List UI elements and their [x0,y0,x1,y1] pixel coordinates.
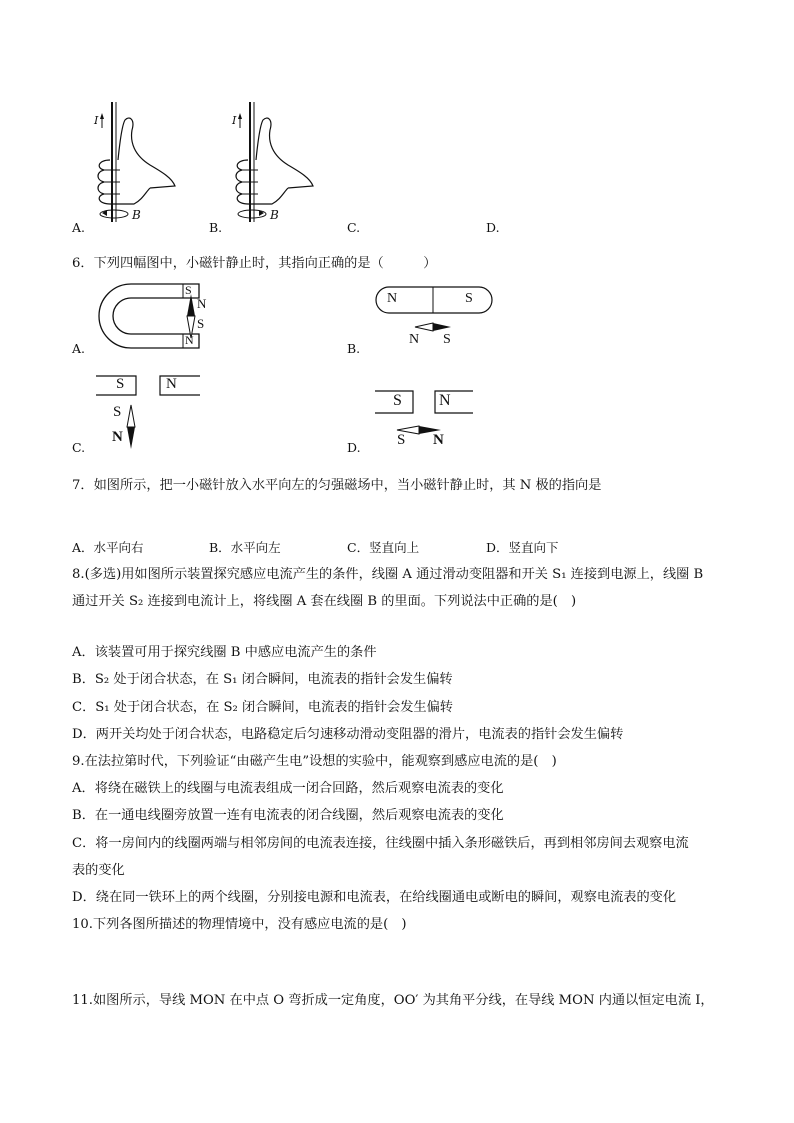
q5-option-b[interactable]: B. [209,220,223,235]
needle-label: S [397,432,406,448]
pole-label: N [185,333,194,347]
right-hand-figure-b [228,100,328,225]
q6-figure-d [375,390,485,456]
q5-figure-b [228,100,328,225]
q5-option-c[interactable]: C. [347,220,361,235]
needle-label: N [409,332,420,347]
q6-figure-c [96,375,206,455]
q7-option-b[interactable]: B．水平向左 [209,540,281,555]
pole-label: S [116,376,125,392]
q5-option-a[interactable]: A. [72,220,86,235]
pole-label: S [185,283,192,297]
u-magnet-diagram [95,282,225,350]
pole-label: N [166,376,177,392]
needle-label: S [443,332,451,347]
right-hand-figure-a [90,100,190,225]
q6-option-c[interactable]: C. [72,440,86,455]
q5-option-d[interactable]: D. [486,220,500,235]
q8-stem-line2: 通过开关 S₂ 连接到电流计上，将线圈 A 套在线圈 B 的里面。下列说法中正确的是( ) [72,594,577,609]
q9-stem: 9.在法拉第时代，下列验证“由磁产生电”设想的实验中，能观察到感应电流的是( ) [72,754,557,769]
q11-stem: 11.如图所示，导线 MON 在中点 O 弯折成一定角度，OO′ 为其角平分线，在导线 MON 内通以恒定电流 I， [72,993,714,1008]
needle-label: N [433,432,444,448]
q7-option-c[interactable]: C．竖直向上 [347,540,420,555]
needle-label: S [197,316,205,331]
needle-label: S [113,404,122,420]
q9-option-d[interactable]: D．绕在同一铁环上的两个线圈，分别接电源和电流表，在给线圈通电或断电的瞬间，观察电流表的变化 [72,890,677,905]
q9-option-c-continued: 表的变化 [72,863,125,878]
q6-figure-b [375,286,495,356]
q6-stem: 6．下列四幅图中，小磁针静止时，其指向正确的是（ ） [72,256,437,271]
needle-label: N [197,296,207,311]
q6-option-a[interactable]: A. [72,341,86,356]
q10-stem: 10.下列各图所描述的物理情境中，没有感应电流的是( ) [72,917,407,932]
pole-label: N [439,392,451,409]
q5-figure-a [90,100,190,225]
q8-option-a[interactable]: A．该装置可用于探究线圈 B 中感应电流产生的条件 [72,645,377,660]
q6-figure-a [95,282,225,350]
q9-option-a[interactable]: A．将绕在磁铁上的线圈与电流表组成一闭合回路，然后观察电流表的变化 [72,781,504,796]
pole-label: S [465,291,473,306]
current-label: I [232,114,237,127]
q8-option-c[interactable]: C．S₁ 处于闭合状态，在 S₂ 闭合瞬间，电流表的指针会发生偏转 [72,700,453,715]
q6-option-d[interactable]: D. [347,440,361,455]
q7-stem: 7．如图所示，把一小磁针放入水平向左的匀强磁场中，当小磁针静止时，其 N 极的指向是 [72,478,602,493]
q8-option-d[interactable]: D．两开关均处于闭合状态，电路稳定后匀速移动滑动变阻器的滑片，电流表的指针会发生偏转 [72,727,624,742]
two-magnets-diagram [375,390,485,456]
q8-option-b[interactable]: B．S₂ 处于闭合状态，在 S₁ 闭合瞬间，电流表的指针会发生偏转 [72,672,453,687]
q9-option-c[interactable]: C．将一房间内的线圈两端与相邻房间的电流表连接，往线圈中插入条形磁铁后，再到相邻房间去观察电流 [72,836,689,851]
q7-option-d[interactable]: D．竖直向下 [486,540,559,555]
needle-label: N [112,429,123,445]
field-label: B [270,208,279,222]
q8-stem-line1: 8.(多选)用如图所示装置探究感应电流产生的条件，线圈 A 通过滑动变阻器和开关 S₁ 连接到电源上，线圈 B [72,567,704,582]
q7-option-a[interactable]: A．水平向右 [72,540,144,555]
pole-label: S [393,392,402,409]
q6-option-b[interactable]: B. [347,341,361,356]
pole-label: N [387,291,398,306]
field-label: B [132,208,141,222]
current-label: I [94,114,99,127]
q9-option-b[interactable]: B．在一通电线圈旁放置一连有电流表的闭合线圈，然后观察电流表的变化 [72,808,504,823]
